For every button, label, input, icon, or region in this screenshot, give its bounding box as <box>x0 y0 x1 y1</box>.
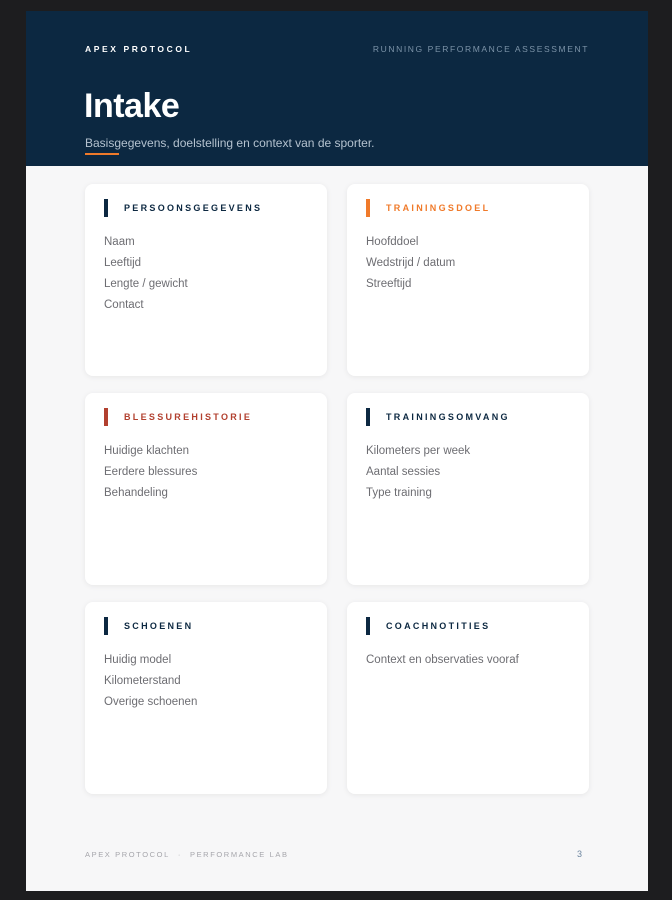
card-title: SCHOENEN <box>124 621 194 631</box>
card-field: Huidig model <box>104 654 172 666</box>
card-accent-bar <box>104 199 108 217</box>
card-title: TRAININGSDOEL <box>386 203 491 213</box>
card-field: Context en observaties vooraf <box>366 654 519 666</box>
card-persoonsgegevens <box>85 184 327 376</box>
card-blessurehistorie <box>85 393 327 585</box>
card-schoenen <box>85 602 327 794</box>
card-title: PERSOONSGEGEVENS <box>124 203 263 213</box>
card-accent-bar <box>366 408 370 426</box>
title-accent-line <box>85 153 119 155</box>
card-field: Type training <box>366 487 432 499</box>
card-trainingsdoel <box>347 184 589 376</box>
card-field: Hoofddoel <box>366 236 419 248</box>
section-label: RUNNING PERFORMANCE ASSESSMENT <box>372 44 589 54</box>
card-field: Eerdere blessures <box>104 466 198 478</box>
footer-separator: · <box>177 850 182 859</box>
card-trainingsomvang <box>347 393 589 585</box>
card-accent-bar <box>366 617 370 635</box>
page-subtitle: Basisgegevens, doelstelling en context van de sporter. <box>85 136 375 150</box>
card-field: Streeftijd <box>366 278 412 290</box>
brand-label: APEX PROTOCOL <box>85 44 193 54</box>
card-accent-bar <box>366 199 370 217</box>
page-number: 3 <box>576 849 582 859</box>
card-field: Lengte / gewicht <box>104 278 188 290</box>
footer-brand <box>85 850 289 859</box>
card-field: Huidige klachten <box>104 445 190 457</box>
card-field-list <box>104 441 197 504</box>
card-title: COACHNOTITIES <box>386 621 491 631</box>
card-field: Wedstrijd / datum <box>366 257 456 269</box>
card-field-list <box>366 441 470 504</box>
card-field-list <box>366 650 519 671</box>
footer-brand-name: APEX PROTOCOL <box>85 850 170 859</box>
card-accent-bar <box>104 408 108 426</box>
card-field: Aantal sessies <box>366 466 441 478</box>
card-field-list <box>104 650 197 713</box>
page-title: Intake <box>84 87 180 125</box>
card-field-list <box>104 232 188 316</box>
card-field: Behandeling <box>104 487 168 499</box>
card-field: Naam <box>104 236 135 248</box>
card-field: Overige schoenen <box>104 696 198 708</box>
card-field: Kilometers per week <box>366 445 471 457</box>
card-title: BLESSUREHISTORIE <box>124 412 253 422</box>
card-field: Contact <box>104 299 144 311</box>
page-header <box>26 11 648 166</box>
card-field: Leeftijd <box>104 257 142 269</box>
document-page <box>26 11 648 891</box>
card-coachnotities <box>347 602 589 794</box>
card-field: Kilometerstand <box>104 675 181 687</box>
card-accent-bar <box>104 617 108 635</box>
card-field-list <box>366 232 455 295</box>
card-title: TRAININGSOMVANG <box>386 412 510 422</box>
footer-lab-name: PERFORMANCE LAB <box>189 850 289 859</box>
